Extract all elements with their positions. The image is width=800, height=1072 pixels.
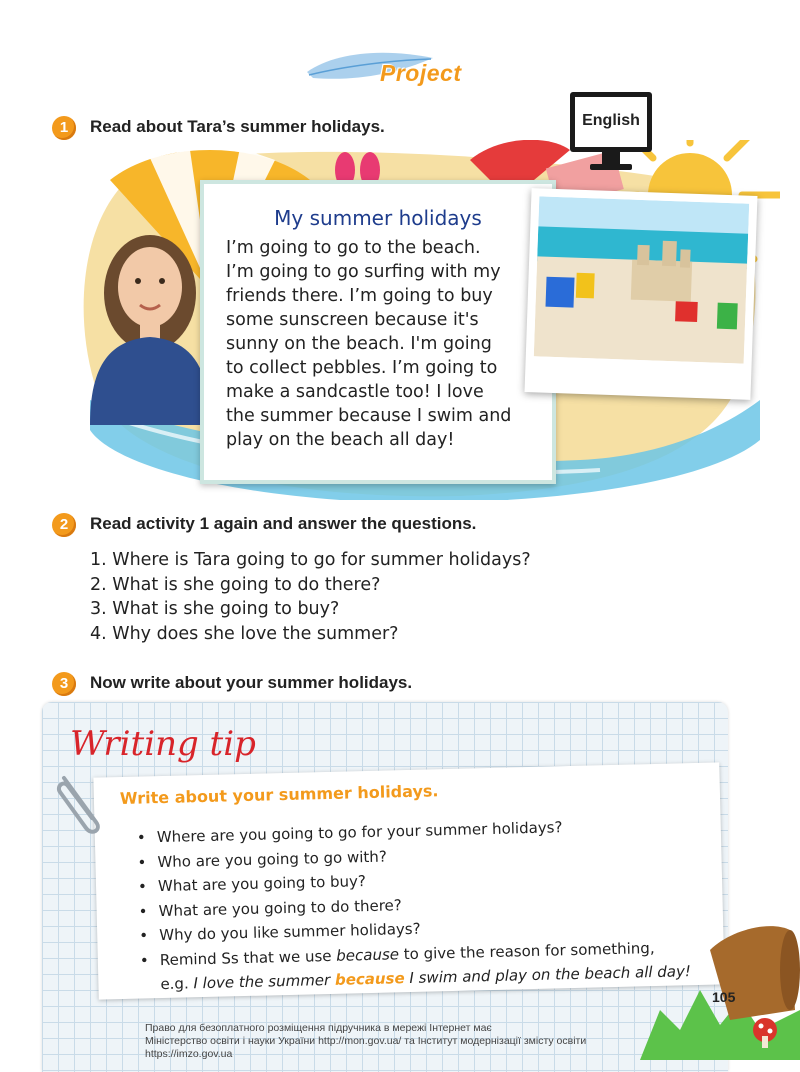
card-line: make a sandcastle too! I love: [226, 382, 484, 402]
card-line: to collect pebbles. I’m going to: [226, 358, 498, 378]
eg-text-1: I love the summer: [193, 970, 336, 993]
card-line: the summer because I swim and: [226, 406, 512, 426]
writing-tip-bullets: [115, 812, 719, 998]
activity-3-instruction: Now write about your summer holidays.: [90, 673, 413, 692]
monitor-icon: [568, 90, 654, 174]
card-line: I’m going to go to the beach.: [226, 238, 481, 258]
page-title: Project: [380, 60, 462, 86]
card-line: I’m going to go surfing with my: [226, 262, 501, 282]
question-item: 1. Where is Tara going to go for summer holidays?: [90, 550, 531, 570]
card-text: [226, 236, 544, 452]
eg-text-2: I swim and play on the beach all day!: [404, 962, 692, 988]
girl-portrait: [80, 215, 220, 425]
writing-tip-content: [114, 775, 719, 998]
activity-2-instruction: Read activity 1 again and answer the questions.: [90, 514, 477, 533]
tip-bullet: • What are you going to do there?: [138, 885, 716, 924]
sandcastle-photo-image: [534, 196, 749, 363]
paperclip-icon: [52, 770, 112, 840]
remind-text: Remind Ss that we use: [159, 946, 337, 969]
remind-text-end: to give the reason for something,: [398, 938, 655, 963]
card-title: My summer holidays: [274, 206, 482, 230]
tip-bullet: • What are you going to buy?: [138, 861, 716, 900]
question-item: 4. Why does she love the summer?: [90, 623, 399, 644]
eg-prefix: e.g.: [160, 974, 194, 994]
card-line: sunny on the beach. I'm going: [226, 334, 492, 354]
beach-photo: [525, 188, 758, 400]
question-item: 2. What is she going to do there?: [90, 574, 381, 595]
footer-line-1: Право для безоплатного розміщення підручника в мережі Інтернет має: [145, 1022, 492, 1034]
activity-number-1: 1: [52, 116, 76, 140]
tip-bullet: • Where are you going to go for your summer holidays?: [137, 812, 715, 851]
monitor-label: English: [582, 112, 640, 129]
footer-line-2: Міністерство освіти і науки України http://mon.gov.ua/ та Інститут модернізації змісту освіти https://imzo.gov.ua: [145, 1035, 587, 1060]
activity-number-3: 3: [52, 672, 76, 696]
writing-tip-title: Writing tip: [70, 724, 256, 764]
eg-because-highlight: because: [334, 969, 405, 989]
tip-bullet: • Why do you like summer holidays?: [139, 909, 717, 948]
card-line: friends there. I’m going to buy: [226, 286, 493, 306]
summer-holidays-card: [200, 180, 556, 484]
question-item: 3. What is she going to buy?: [90, 599, 340, 619]
page-number: 105: [712, 989, 736, 1005]
questions-list: [90, 548, 531, 646]
card-line: some sunscreen because it's: [226, 310, 479, 330]
activity-number-2: 2: [52, 513, 76, 537]
activity-1-instruction: Read about Tara’s summer holidays.: [90, 117, 385, 136]
tip-bullet: • Who are you going to go with?: [137, 836, 715, 875]
writing-tip-card: [93, 762, 724, 999]
writing-tip-subtitle: Write about your summer holidays.: [119, 781, 439, 809]
remind-because: because: [336, 944, 400, 965]
copyright-footer: [145, 1022, 665, 1061]
card-line: play on the beach all day!: [226, 430, 455, 450]
